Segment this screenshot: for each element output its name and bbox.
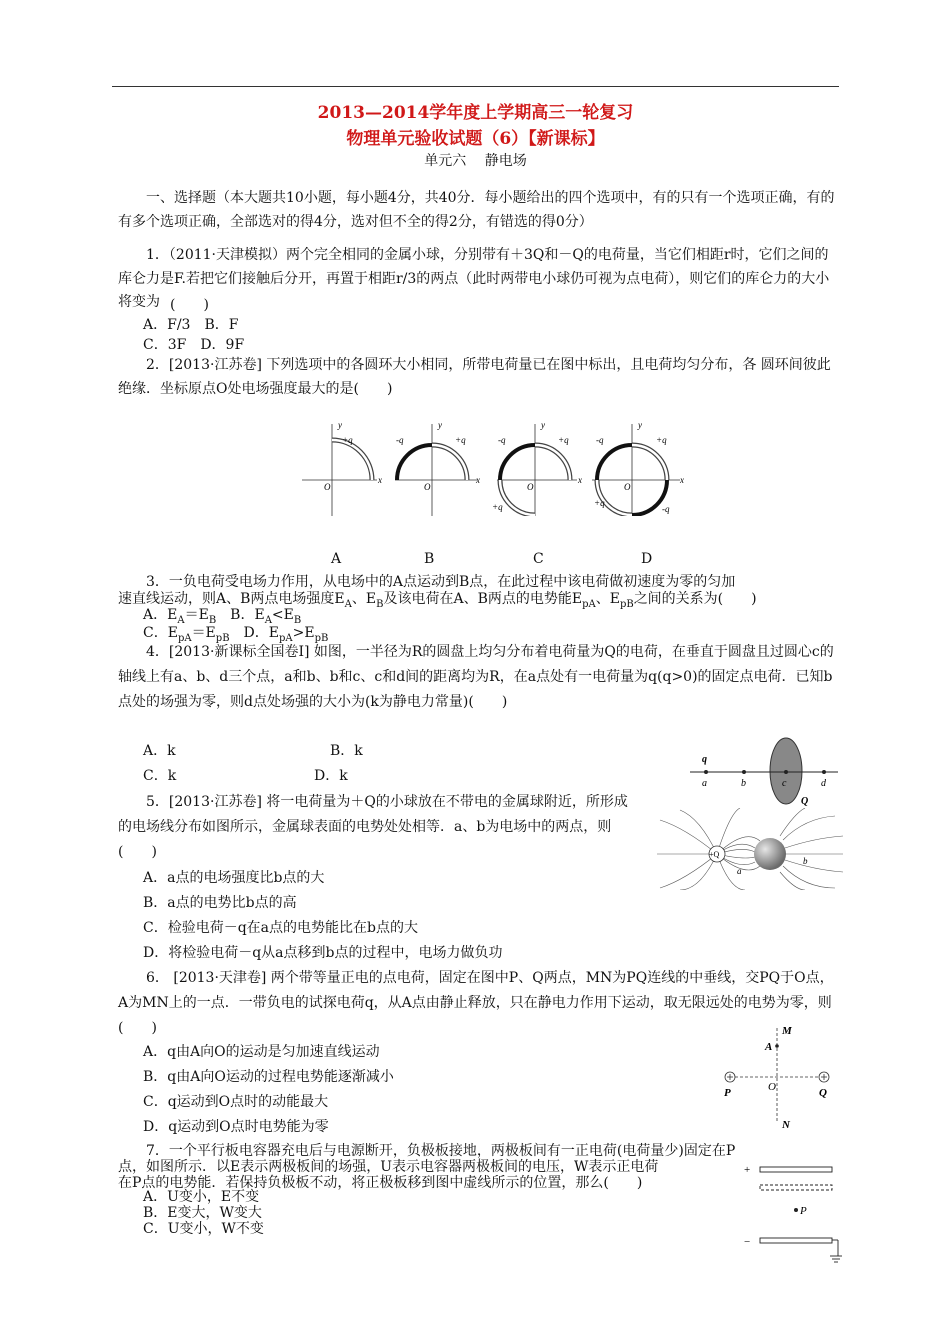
- svg-text:y: y: [338, 420, 342, 430]
- ring-option-c: [492, 420, 582, 516]
- q4-option-c: C．k: [143, 768, 177, 784]
- svg-text:O: O: [768, 1081, 776, 1093]
- svg-text:A: A: [765, 1041, 773, 1053]
- svg-text:+q: +q: [492, 502, 503, 512]
- q2-label-d: D: [641, 551, 653, 567]
- q3-line-1: 3．一负电荷受电场力作用，从电场中的A点运动到B点，在此过程中该电荷做初速度为零的匀加: [146, 574, 736, 590]
- q6-option-c: C．q运动到O点时的动能最大: [143, 1094, 329, 1110]
- title-line-1: 2013—2014学年度上学期高三一轮复习: [317, 103, 634, 123]
- q4-option-a: A．k: [143, 743, 176, 759]
- ring-option-b: [395, 420, 480, 516]
- svg-text:y: y: [438, 420, 442, 430]
- q1-blank: ( ): [170, 297, 209, 313]
- svg-text:P: P: [724, 1087, 731, 1099]
- svg-text:+q: +q: [594, 498, 605, 508]
- svg-text:-q: -q: [498, 435, 506, 445]
- svg-text:x: x: [680, 475, 684, 485]
- svg-text:N: N: [782, 1119, 790, 1131]
- svg-text:d: d: [821, 778, 826, 789]
- q4-disk-figure: [688, 734, 848, 806]
- q1-stem: 1．（2011·天津模拟）两个完全相同的金属小球，分别带有＋3Q和－Q的电荷量，当它们相距r时，它们之间的库仑力是F.若把它们接触后分开，再置于相距r/3的两点（此时两带电小球仍可视为点电荷），则它们的库仑力的大小将变为: [118, 247, 830, 310]
- q5-stem: 5．[2013·江苏卷] 将一电荷量为＋Q的小球放在不带电的金属球附近，所形成的电场线分布如图所示，金属球表面的电势处处相等．a、b为电场中的两点，则( ): [118, 794, 628, 860]
- svg-text:+: +: [744, 1164, 751, 1176]
- q4-option-b: B．k: [330, 743, 363, 759]
- section-instructions: 一、选择题（本大题共10小题，每小题4分，共40分．每小题给出的四个选项中，有的只有一个选项正确，有的有多个选项正确，全部选对的得4分，选对但不全的得2分，有错选的得0分）: [118, 190, 835, 230]
- svg-text:P: P: [800, 1205, 807, 1217]
- q6-charges-figure: [712, 1022, 842, 1132]
- svg-text:O: O: [424, 482, 431, 492]
- header-rule: [112, 86, 839, 87]
- svg-text:y: y: [638, 420, 642, 430]
- svg-text:+q: +q: [455, 435, 466, 445]
- ring-option-d: [592, 420, 684, 516]
- q5-field-lines-figure: [655, 808, 845, 890]
- svg-text:y: y: [541, 420, 545, 430]
- svg-text:−: −: [744, 1236, 751, 1248]
- svg-text:M: M: [782, 1025, 792, 1037]
- svg-text:+q: +q: [656, 435, 667, 445]
- svg-text:-q: -q: [396, 435, 404, 445]
- q2-label-a: A: [331, 551, 342, 567]
- q6-stem: 6． [2013·天津卷] 两个带等量正电的点电荷，固定在图中P、Q两点，MN为PQ连线的中垂线，交PQ于O点，A为MN上的一点．一带负电的试探电荷q，从A点由静止释放，只在静电力作用下运动，取无限远处的电势为零，则( ): [118, 970, 834, 1036]
- q7-option-c: C．U变小，W不变: [143, 1221, 264, 1237]
- svg-text:q: q: [702, 754, 707, 765]
- q3-options-cd: C．$E_{pA}=E_{pB}$ D．$E_{pA}>E_{pB}$: [143, 625, 329, 644]
- svg-text:Q: Q: [801, 796, 809, 806]
- q1-options-cd: C．3F D．9F: [143, 337, 245, 353]
- q7-option-b: B．E变大，W变大: [143, 1205, 262, 1221]
- svg-text:+q: +q: [558, 435, 569, 445]
- svg-text:x: x: [378, 475, 382, 485]
- svg-text:b: b: [803, 856, 808, 866]
- q2-label-c: C: [533, 551, 544, 567]
- q6-option-a: A．q由A向O的运动是匀加速直线运动: [143, 1044, 380, 1060]
- svg-text:O: O: [527, 482, 534, 492]
- q5-option-c: C．检验电荷－q在a点的电势能比在b点的大: [143, 920, 418, 936]
- svg-text:a: a: [737, 866, 742, 876]
- q3-line-2: 速直线运动，则A、B两点电场强度$E_A$、$E_B$及该电荷在A、B两点的电势能$E_{pA}$、$E_{pB}$之间的关系为( ): [118, 591, 757, 610]
- q1-options-ab: A．F/3 B．F: [143, 317, 239, 333]
- svg-text:O: O: [624, 482, 631, 492]
- svg-text:-q: -q: [596, 435, 604, 445]
- q7-line-2: 点，如图所示．以E表示两极板间的场强，U表示电容器两极板间的电压，W表示正电荷: [118, 1159, 659, 1175]
- q5-option-a: A．a点的电场强度比b点的大: [143, 870, 325, 886]
- q7-line-3: 在P点的电势能．若保持负极板不动，将正极板移到图中虚线所示的位置，那么( ): [118, 1175, 643, 1191]
- q2-stem: 2．[2013·江苏卷] 下列选项中的各圆环大小相同，所带电荷量已在图中标出，且电荷均匀分布，各 圆环间彼此绝缘．坐标原点O处电场强度最大的是( ): [118, 357, 831, 397]
- q7-capacitor-figure: [738, 1160, 843, 1270]
- svg-text:x: x: [476, 475, 480, 485]
- svg-text:+q: +q: [342, 435, 353, 445]
- q4-option-d: D．k: [314, 768, 348, 784]
- ring-option-a: [302, 420, 382, 516]
- q6-option-d: D．q运动到O点时电势能为零: [143, 1119, 329, 1135]
- svg-text:-q: -q: [662, 504, 670, 514]
- svg-text:c: c: [782, 778, 787, 789]
- q3-options-ab: A．$E_A=E_B$ B．$E_A<E_B$: [143, 607, 302, 626]
- svg-text:+Q: +Q: [709, 850, 720, 859]
- title-line-2: 物理单元验收试题（6）【新课标】: [346, 129, 605, 149]
- q2-ring-figure: [292, 416, 692, 516]
- q2-label-b: B: [424, 551, 435, 567]
- svg-text:O: O: [324, 482, 331, 492]
- svg-text:a: a: [702, 778, 707, 789]
- subtitle: 单元六 静电场: [424, 153, 527, 169]
- svg-text:b: b: [741, 778, 746, 789]
- q5-option-d: D．将检验电荷－q从a点移到b点的过程中，电场力做负功: [143, 945, 503, 961]
- q5-option-b: B．a点的电势比b点的高: [143, 895, 297, 911]
- q7-option-a: A．U变小，E不变: [143, 1189, 260, 1205]
- svg-text:x: x: [578, 475, 582, 485]
- q6-option-b: B．q由A向O运动的过程电势能逐渐减小: [143, 1069, 394, 1085]
- q4-stem: 4．[2013·新课标全国卷Ⅰ] 如图，一半径为R的圆盘上均匀分布着电荷量为Q的电荷，在垂直于圆盘且过圆心c的轴线上有a、b、d三个点，a和b、b和c、c和d间的距离均为R，在a点处有一电荷量为q(q>0)的固定点电荷．已知b点处的场强为零，则d点处场强的大小为(k为静电力常量)( ): [118, 644, 834, 710]
- q7-line-1: 7．一个平行板电容器充电后与电源断开，负极板接地，两极板间有一正电荷(电荷量少)固定在P: [146, 1143, 736, 1159]
- svg-text:Q: Q: [819, 1087, 827, 1099]
